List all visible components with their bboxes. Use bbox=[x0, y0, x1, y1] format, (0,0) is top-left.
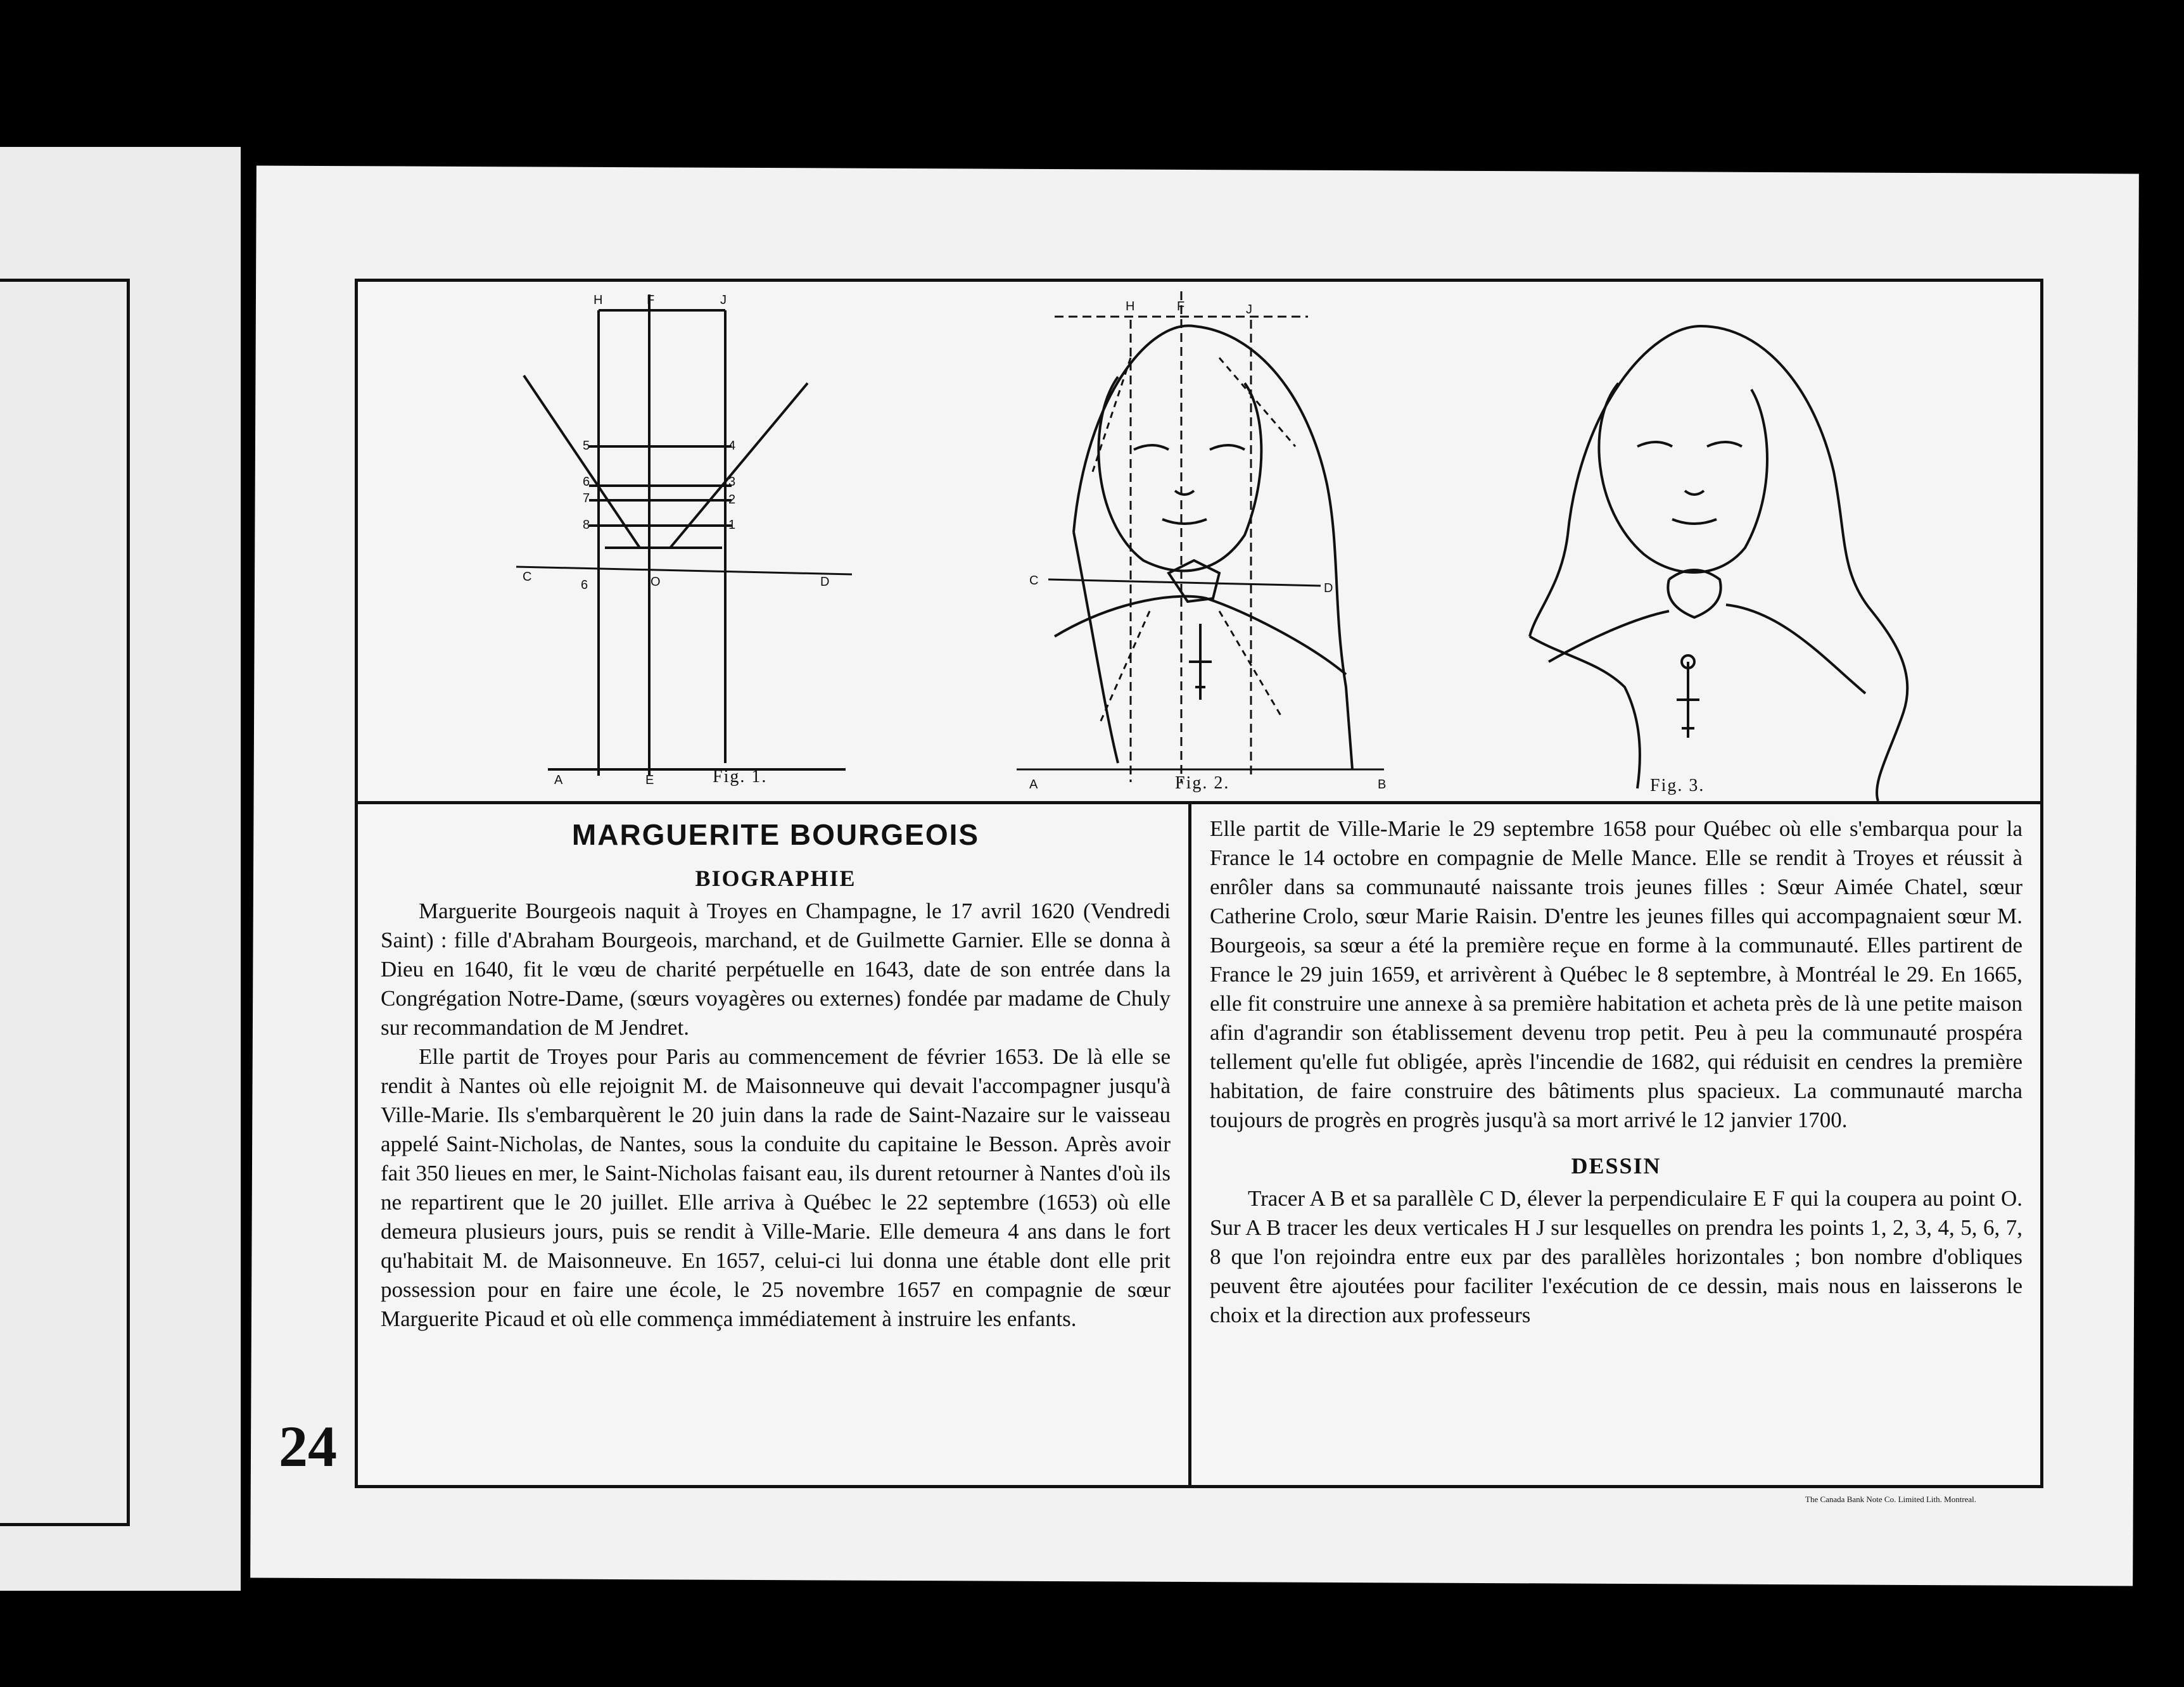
biography-continued: Elle partit de Ville-Marie le 29 septembre 1658 pour Québec où elle s'embarqua pour la France le 14 octobre en compagnie de Melle Mance. Elle se rendit à Troyes et réussit à enrôler dans sa communauté naissante trois jeunes filles : Sœur Aimée Chatel, sœur Catherine Crolo, sœur Marie Raisin. D'entre les jeunes filles qui accompagnaient sœur M. Bourgeois, sa sœur a été la première reçue en forme à la communauté. Elles partirent de France le 29 juin 1659, et arrivèrent à Québec le 8 septembre, à Montréal le 29. En 1665, elle fit construire une annexe à sa première habitation et acheta près de là une petite maison afin d'agrandir son établissement devenu trop petit. Peu à peu la communauté prospéra tellement qu'elle fut obligée, après l'incendie de 1682, qui réduisit en cendres la première habitation, de faire construire des bâtiments plus spacieux. La communauté marcha toujours de progrès en progrès jusqu'à sa mort arrivé le 12 janvier 1700. bbox=[1210, 816, 2022, 1132]
fig1-construction bbox=[516, 294, 852, 776]
svg-text:J: J bbox=[720, 293, 727, 307]
fig2-label: Fig. 2. bbox=[1175, 773, 1230, 793]
biography-paragraph-2: Elle partit de Troyes pour Paris au commencement de février 1653. De là elle se rendit à Nantes où elle rejoignit M. de Maisonneuve qui devait l'accompagner jusqu'à Ville-Marie. Ils s'embarquèrent le 20 juin dans la rade de Saint-Nazaire sur le vaisseau appelé Saint-Nicholas, de Nantes, sous la conduite du capitaine le Besson. Après avoir fait 350 lieues en mer, le Saint-Nicholas faisant eau, ils durent retourner à Nantes d'où ils ne repartirent que le 20 juillet. Elle arriva à Québec le 22 septembre (1653) où elle demeura plusieurs jours, puis se rendit à Ville-Marie. Elle demeura 4 ans dans le fort qu'habitait M. de Maisonneuve. En 1657, celui-ci lui donna une étable dont elle prit possession pour en faire une école, le 25 novembre 1657 en compagnie de sœur Marguerite Picaud et où elle commença immédiatement à instruire les enfants. bbox=[381, 1044, 1171, 1331]
right-column bbox=[1195, 804, 2040, 1485]
fig3-label: Fig. 3. bbox=[1650, 776, 1705, 795]
svg-text:D: D bbox=[820, 575, 830, 589]
biography-column bbox=[358, 804, 1191, 1485]
fig1-label: Fig. 1. bbox=[713, 767, 768, 787]
svg-text:2: 2 bbox=[728, 493, 736, 507]
fig2-letters bbox=[1029, 300, 1386, 792]
svg-text:4: 4 bbox=[728, 439, 736, 453]
svg-text:6: 6 bbox=[583, 475, 590, 489]
biography-paragraph-1: Marguerite Bourgeois naquit à Troyes en Champagne, le 17 avril 1620 (Vendredi Saint) : fille d'Abraham Bourgeois, marchand, et de Guilmette Garnier. Elle se donna à Dieu en 1640, fit le vœu de charité perpétuelle en 1643, date de son entrée dans la Congrégation Notre-Dame, (sœurs voyagères ou externes) fondée par madame de Chuly sur recommandation de M Jendret. bbox=[381, 899, 1171, 1040]
svg-text:H: H bbox=[1126, 300, 1135, 313]
svg-text:1: 1 bbox=[728, 518, 736, 532]
svg-text:3: 3 bbox=[728, 475, 736, 489]
fig2-construction bbox=[1017, 291, 1384, 782]
svg-text:F: F bbox=[1177, 300, 1185, 313]
section-heading-dessin: DESSIN bbox=[1571, 1153, 1661, 1178]
drawing-figures bbox=[358, 282, 2040, 801]
svg-text:C: C bbox=[1029, 574, 1039, 588]
svg-text:8: 8 bbox=[583, 518, 590, 532]
svg-text:E: E bbox=[645, 773, 654, 787]
svg-text:C: C bbox=[523, 570, 532, 584]
svg-text:O: O bbox=[651, 575, 661, 589]
svg-text:6: 6 bbox=[581, 578, 588, 592]
svg-text:H: H bbox=[594, 293, 603, 307]
figures-panel bbox=[358, 282, 2040, 804]
page-number: 24 bbox=[279, 1414, 337, 1479]
svg-text:5: 5 bbox=[583, 439, 590, 453]
svg-text:7: 7 bbox=[583, 491, 590, 505]
svg-text:J: J bbox=[1246, 303, 1252, 317]
fig3-drawing bbox=[1530, 326, 1907, 801]
section-heading-biographie: BIOGRAPHIE bbox=[695, 866, 856, 891]
left-page-frame bbox=[0, 279, 130, 1526]
svg-text:D: D bbox=[1324, 581, 1333, 595]
svg-text:A: A bbox=[554, 773, 563, 787]
dessin-paragraph: Tracer A B et sa parallèle C D, élever la perpendiculaire E F qui la coupera au point O. Sur A B tracer les deux verticales H J sur lesquelles on prendra les points 1, 2, 3, 4, 5, 6, 7, 8 que l'on rejoindra entre eux par des parallèles horizontales ; bon nombre d'obliques peuvent être ajoutées pour faciliter l'exécution de ce dessin, mais nous en laisserons le choix et la direction aux professeurs bbox=[1210, 1186, 2022, 1327]
left-page bbox=[0, 147, 241, 1591]
svg-text:F: F bbox=[647, 293, 655, 307]
plate-frame bbox=[355, 279, 2043, 1488]
svg-text:B: B bbox=[1378, 778, 1387, 792]
printer-credit: The Canada Bank Note Co. Limited Lith. Montreal. bbox=[1805, 1494, 1977, 1504]
article-title: MARGUERITE BOURGEOIS bbox=[571, 818, 980, 851]
svg-text:A: A bbox=[1029, 778, 1038, 792]
